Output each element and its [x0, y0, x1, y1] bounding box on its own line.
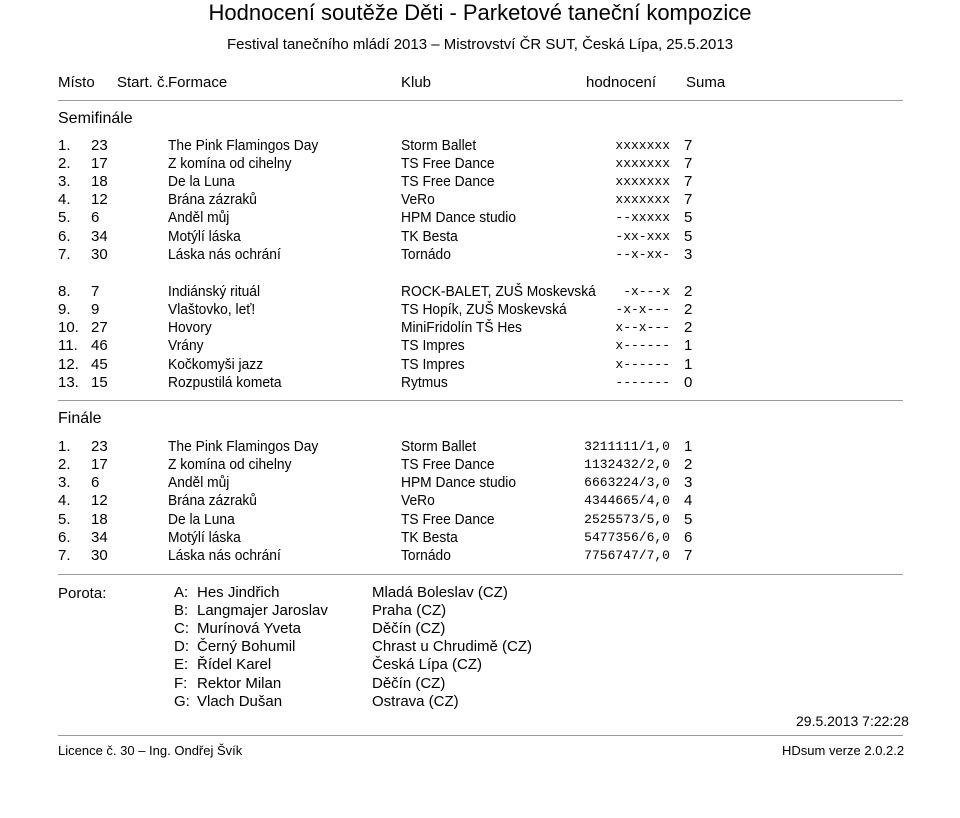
- place-cell: 9.: [58, 301, 71, 318]
- rating-cell: x------: [615, 357, 670, 372]
- jury-name: Řídel Karel: [197, 656, 272, 673]
- table-row: [0, 246, 960, 264]
- rating-cell: 2525573/5,0: [584, 512, 670, 527]
- club-cell: HPM Dance studio: [401, 474, 517, 491]
- table-row: [0, 337, 960, 355]
- sum-cell: 1: [684, 438, 693, 455]
- sum-cell: 2: [684, 319, 693, 336]
- jury-city: Děčín (CZ): [372, 620, 446, 637]
- formation-cell: Láska nás ochrání: [168, 547, 281, 564]
- rating-cell: xxxxxxx: [615, 138, 670, 153]
- table-row: [0, 511, 960, 529]
- rating-cell: -x---x: [623, 284, 670, 299]
- formation-cell: Motýlí láska: [168, 529, 241, 546]
- jury-letter: F:: [174, 675, 188, 692]
- start-number-cell: 17: [91, 155, 108, 172]
- place-cell: 1.: [58, 438, 71, 455]
- table-row: [0, 301, 960, 319]
- table-row: [0, 191, 960, 209]
- table-row: [0, 155, 960, 173]
- sum-cell: 5: [684, 511, 693, 528]
- place-cell: 6.: [58, 228, 71, 245]
- place-cell: 10.: [58, 319, 79, 336]
- start-number-cell: 6: [91, 474, 100, 491]
- club-cell: TS Impres: [401, 337, 465, 354]
- formation-cell: Brána zázraků: [168, 191, 257, 208]
- club-cell: Tornádo: [401, 547, 451, 564]
- place-cell: 3.: [58, 474, 71, 491]
- start-number-cell: 12: [91, 492, 108, 509]
- table-row: [0, 137, 960, 155]
- start-number-cell: 34: [91, 228, 108, 245]
- club-cell: TK Besta: [401, 529, 458, 546]
- place-cell: 6.: [58, 529, 71, 546]
- formation-cell: De la Luna: [168, 511, 235, 528]
- jury-letter: G:: [174, 693, 190, 710]
- rating-cell: x------: [615, 338, 670, 353]
- club-cell: HPM Dance studio: [401, 209, 517, 226]
- club-cell: TS Free Dance: [401, 155, 495, 172]
- footer-divider: [58, 735, 903, 736]
- header-divider: [58, 100, 903, 101]
- jury-name: Vlach Dušan: [197, 693, 283, 710]
- place-cell: 5.: [58, 511, 71, 528]
- section-title-final: Finále: [58, 410, 102, 427]
- table-row: [0, 228, 960, 246]
- rating-cell: -------: [615, 375, 670, 390]
- start-number-cell: 27: [91, 319, 108, 336]
- table-row: [0, 319, 960, 337]
- software-version: HDsum verze 2.0.2.2: [782, 743, 905, 758]
- formation-cell: Motýlí láska: [168, 228, 241, 245]
- formation-cell: Vlaštovko, leť!: [168, 301, 256, 318]
- club-cell: VeRo: [401, 191, 435, 208]
- place-cell: 2.: [58, 456, 71, 473]
- sum-cell: 1: [684, 337, 693, 354]
- sum-cell: 2: [684, 301, 693, 318]
- rating-cell: x--x---: [615, 320, 670, 335]
- jury-letter: C:: [174, 620, 189, 637]
- jury-city: Praha (CZ): [372, 602, 447, 619]
- column-header-formation: Formace: [168, 74, 228, 91]
- document-title: Hodnocení soutěže Děti - Parketové taneční kompozice: [208, 0, 752, 25]
- table-row: [0, 173, 960, 191]
- place-cell: 13.: [58, 374, 79, 391]
- table-row: [0, 356, 960, 374]
- start-number-cell: 12: [91, 191, 108, 208]
- formation-cell: Anděl můj: [168, 209, 230, 226]
- column-header-start: Start. č.: [117, 74, 169, 91]
- formation-cell: Brána zázraků: [168, 492, 257, 509]
- start-number-cell: 17: [91, 456, 108, 473]
- sum-cell: 0: [684, 374, 693, 391]
- sum-cell: 7: [684, 155, 693, 172]
- jury-letter: E:: [174, 656, 189, 673]
- sum-cell: 5: [684, 228, 693, 245]
- rating-cell: 1132432/2,0: [584, 457, 670, 472]
- column-header-rating: hodnocení: [586, 74, 657, 91]
- formation-cell: The Pink Flamingos Day: [168, 137, 319, 154]
- license-text: Licence č. 30 – Ing. Ondřej Švík: [58, 743, 243, 758]
- start-number-cell: 30: [91, 246, 108, 263]
- jury-name: Hes Jindřich: [197, 584, 280, 601]
- start-number-cell: 30: [91, 547, 108, 564]
- sum-cell: 7: [684, 547, 693, 564]
- club-cell: Storm Ballet: [401, 137, 477, 154]
- jury-city: Ostrava (CZ): [372, 693, 459, 710]
- jury-city: Chrast u Chrudimě (CZ): [372, 638, 533, 655]
- club-cell: Tornádo: [401, 246, 451, 263]
- start-number-cell: 45: [91, 356, 108, 373]
- jury-letter: A:: [174, 584, 189, 601]
- place-cell: 7.: [58, 547, 71, 564]
- formation-cell: Vrány: [168, 337, 204, 354]
- jury-name: Langmajer Jaroslav: [197, 602, 328, 619]
- rating-cell: -x-x---: [615, 302, 670, 317]
- club-cell: VeRo: [401, 492, 435, 509]
- rating-cell: --x-xx-: [615, 247, 670, 262]
- jury-name: Murínová Yveta: [197, 620, 301, 637]
- table-row: [0, 474, 960, 492]
- place-cell: 12.: [58, 356, 79, 373]
- jury-city: Česká Lípa (CZ): [372, 656, 483, 673]
- place-cell: 5.: [58, 209, 71, 226]
- place-cell: 2.: [58, 155, 71, 172]
- sum-cell: 5: [684, 209, 693, 226]
- formation-cell: Rozpustilá kometa: [168, 374, 282, 391]
- formation-cell: Anděl můj: [168, 474, 230, 491]
- place-cell: 8.: [58, 283, 71, 300]
- jury-label: Porota:: [58, 585, 107, 602]
- sum-cell: 7: [684, 173, 693, 190]
- jury-name: Rektor Milan: [197, 675, 282, 692]
- table-row: [0, 209, 960, 227]
- place-cell: 3.: [58, 173, 71, 190]
- sum-cell: 2: [684, 283, 693, 300]
- document-subtitle: Festival tanečního mládí 2013 – Mistrovství ČR SUT, Česká Lípa, 25.5.2013: [226, 36, 734, 53]
- rating-cell: 6663224/3,0: [584, 475, 670, 490]
- formation-cell: The Pink Flamingos Day: [168, 438, 319, 455]
- jury-city: Děčín (CZ): [372, 675, 446, 692]
- place-cell: 1.: [58, 137, 71, 154]
- sum-cell: 2: [684, 456, 693, 473]
- semifinal-divider: [58, 400, 903, 401]
- place-cell: 7.: [58, 246, 71, 263]
- column-header-place: Místo: [58, 74, 95, 91]
- section-title-semifinal: Semifinále: [58, 110, 133, 127]
- jury-letter: D:: [174, 638, 189, 655]
- formation-cell: Láska nás ochrání: [168, 246, 281, 263]
- rating-cell: xxxxxxx: [615, 192, 670, 207]
- jury-name: Černý Bohumil: [197, 638, 296, 655]
- club-cell: TS Impres: [401, 356, 465, 373]
- club-cell: TS Free Dance: [401, 456, 495, 473]
- jury-city: Mladá Boleslav (CZ): [372, 584, 508, 601]
- start-number-cell: 23: [91, 438, 108, 455]
- formation-cell: Z komína od cihelny: [168, 456, 292, 473]
- formation-cell: Kočkomyši jazz: [168, 356, 264, 373]
- formation-cell: Hovory: [168, 319, 212, 336]
- sum-cell: 3: [684, 246, 693, 263]
- club-cell: TS Free Dance: [401, 173, 495, 190]
- table-row: [0, 492, 960, 510]
- sum-cell: 1: [684, 356, 693, 373]
- table-row: [0, 438, 960, 456]
- start-number-cell: 34: [91, 529, 108, 546]
- sum-cell: 4: [684, 492, 693, 509]
- table-row: [0, 456, 960, 474]
- print-timestamp: 29.5.2013 7:22:28: [796, 713, 909, 729]
- start-number-cell: 18: [91, 511, 108, 528]
- rating-cell: 3211111/1,0: [584, 439, 670, 454]
- start-number-cell: 46: [91, 337, 108, 354]
- table-row: [0, 547, 960, 565]
- table-row: [0, 283, 960, 301]
- sum-cell: 7: [684, 137, 693, 154]
- formation-cell: De la Luna: [168, 173, 235, 190]
- formation-cell: Z komína od cihelny: [168, 155, 292, 172]
- club-cell: MiniFridolín TŠ Hes: [401, 319, 522, 336]
- rating-cell: 7756747/7,0: [584, 548, 670, 563]
- rating-cell: -xx-xxx: [615, 229, 670, 244]
- start-number-cell: 7: [91, 283, 100, 300]
- start-number-cell: 9: [91, 301, 100, 318]
- final-divider: [58, 574, 903, 575]
- place-cell: 11.: [58, 337, 78, 354]
- table-row: [0, 374, 960, 392]
- rating-cell: 4344665/4,0: [584, 493, 670, 508]
- rating-cell: xxxxxxx: [615, 174, 670, 189]
- place-cell: 4.: [58, 191, 71, 208]
- place-cell: 4.: [58, 492, 71, 509]
- club-cell: TS Free Dance: [401, 511, 495, 528]
- formation-cell: Indiánský rituál: [168, 283, 261, 300]
- club-cell: TK Besta: [401, 228, 458, 245]
- sum-cell: 6: [684, 529, 693, 546]
- sum-cell: 7: [684, 191, 693, 208]
- start-number-cell: 23: [91, 137, 108, 154]
- sum-cell: 3: [684, 474, 693, 491]
- rating-cell: 5477356/6,0: [584, 530, 670, 545]
- column-header-sum: Suma: [686, 74, 726, 91]
- club-cell: ROCK-BALET, ZUŠ Moskevská: [401, 283, 596, 300]
- column-header-club: Klub: [401, 74, 432, 91]
- club-cell: Rytmus: [401, 374, 448, 391]
- club-cell: Storm Ballet: [401, 438, 477, 455]
- table-row: [0, 529, 960, 547]
- start-number-cell: 15: [91, 374, 108, 391]
- start-number-cell: 6: [91, 209, 100, 226]
- rating-cell: xxxxxxx: [615, 156, 670, 171]
- rating-cell: --xxxxx: [615, 210, 670, 225]
- start-number-cell: 18: [91, 173, 108, 190]
- jury-letter: B:: [174, 602, 189, 619]
- club-cell: TS Hopík, ZUŠ Moskevská: [401, 301, 567, 318]
